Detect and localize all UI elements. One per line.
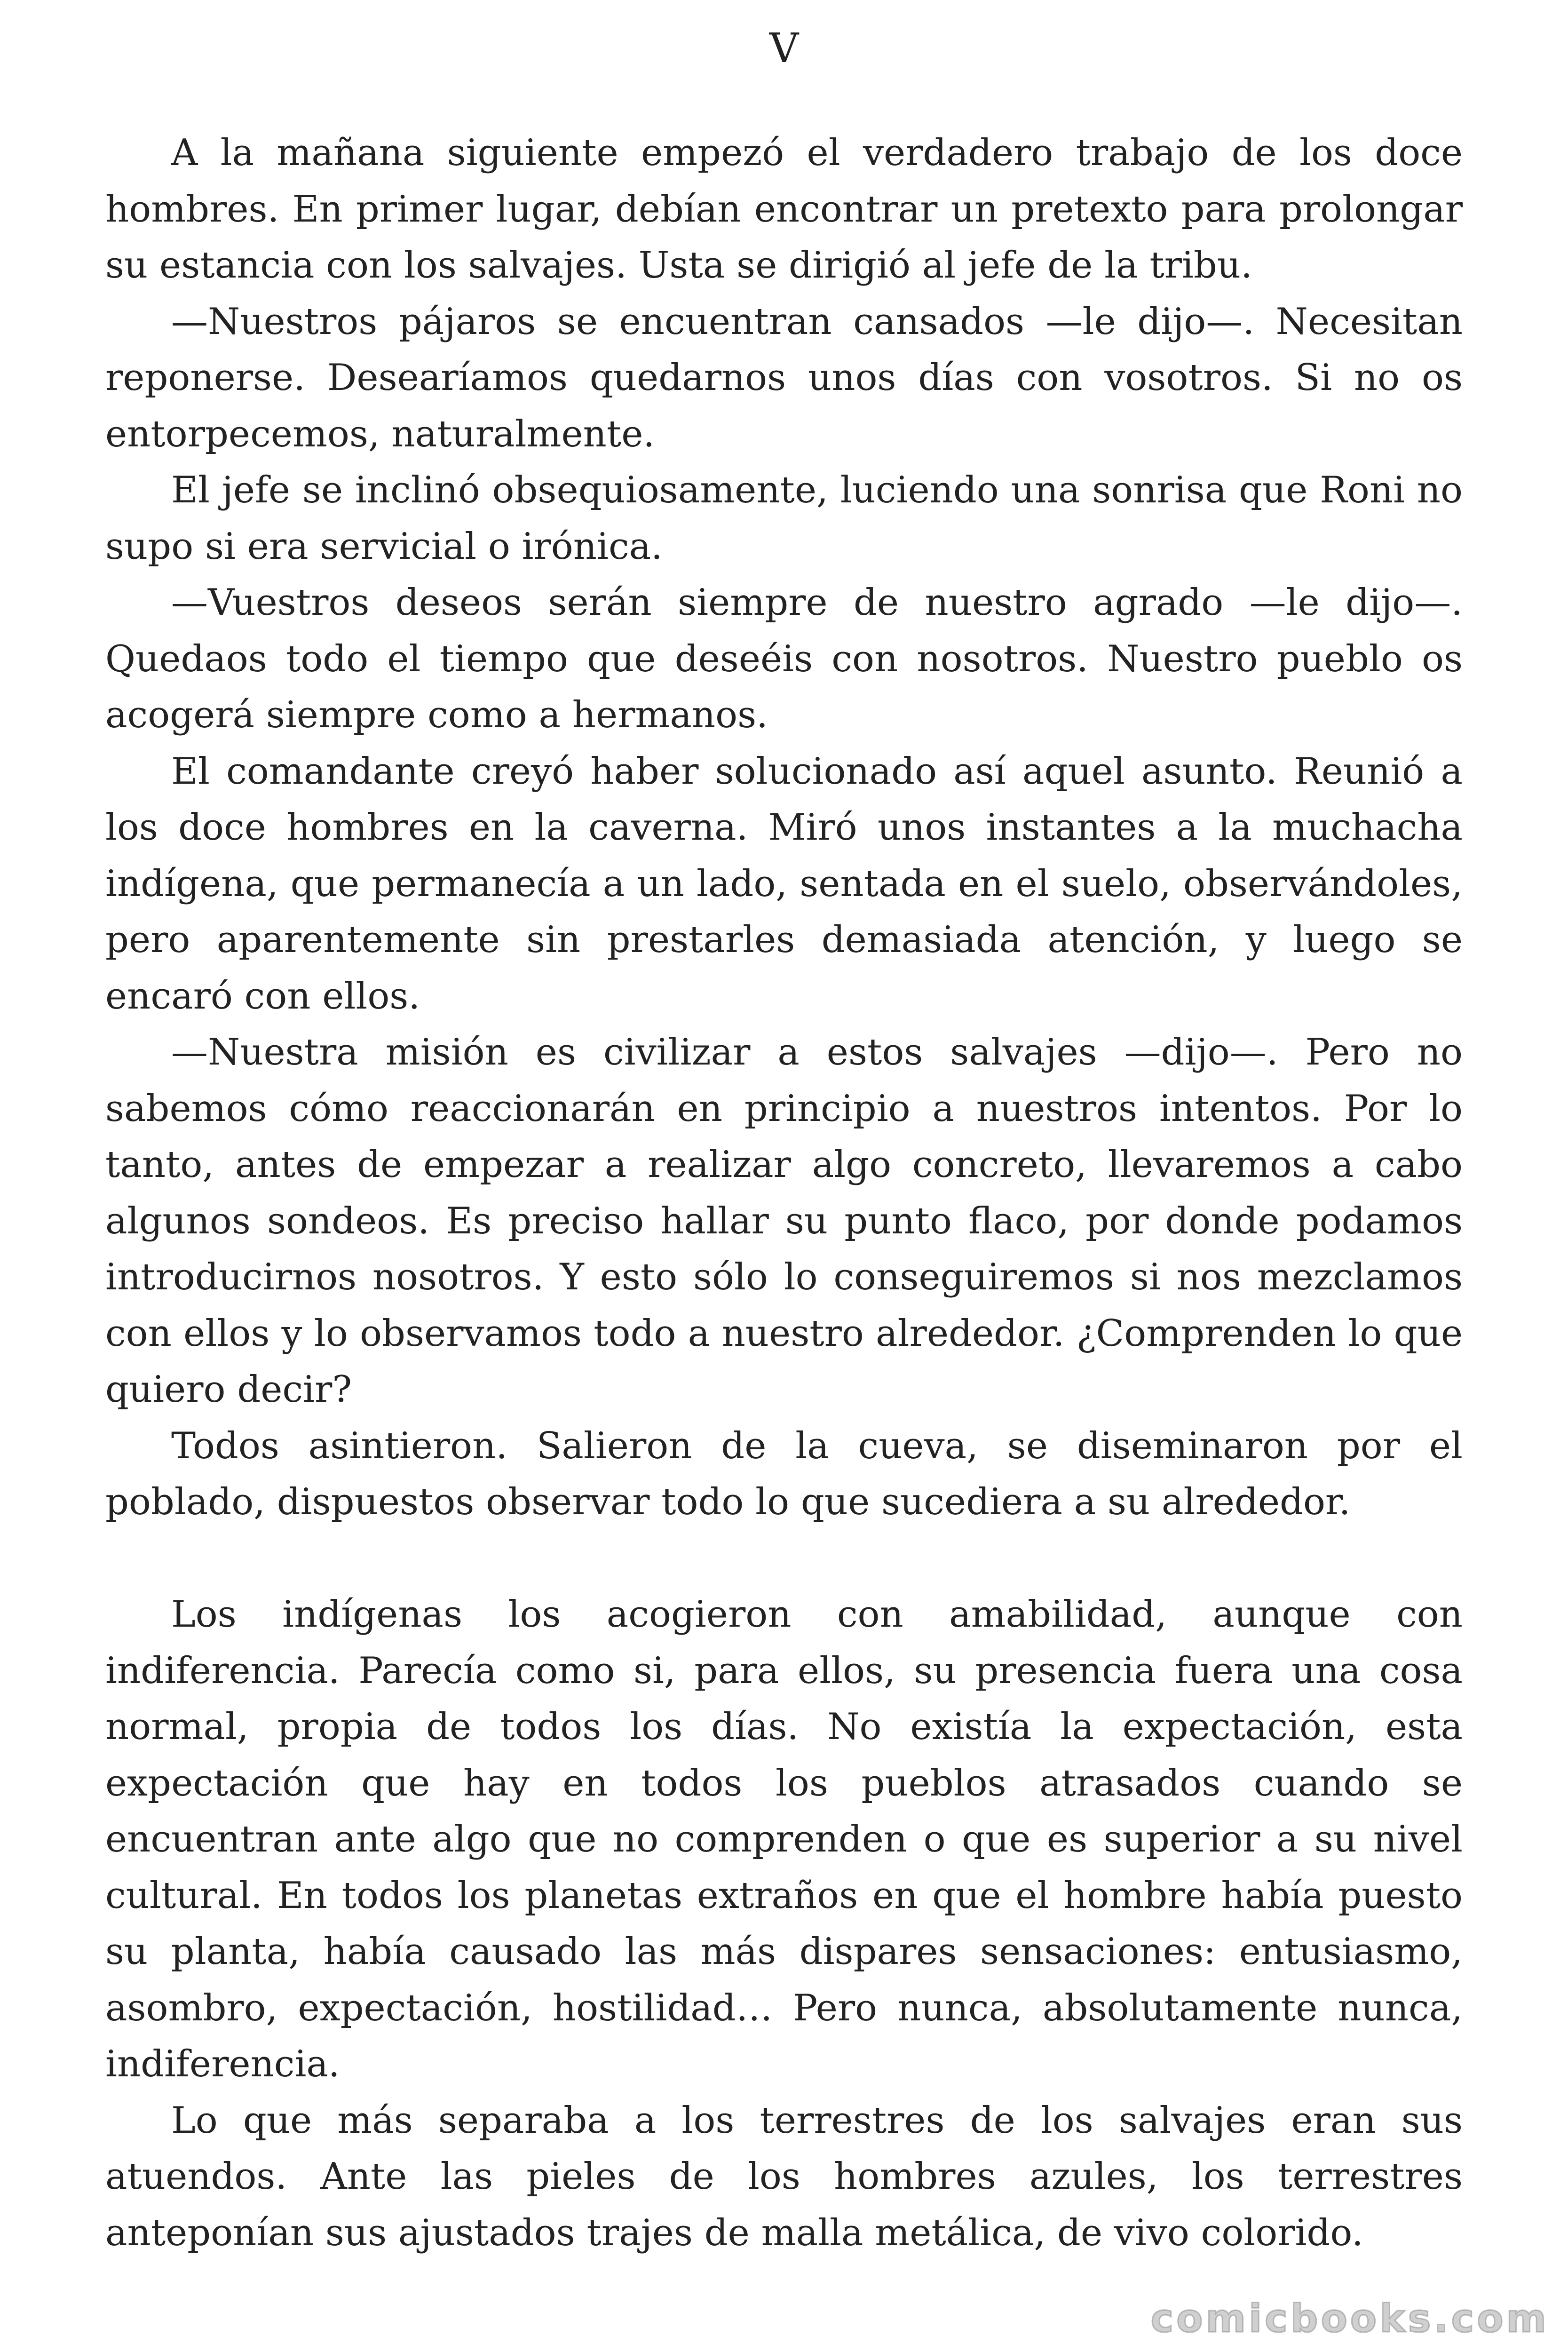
site-watermark: comicbooks.com <box>1150 2296 1549 2341</box>
paragraph: —Nuestros pájaros se encuentran cansados —le dijo—. Necesitan reponerse. Desearíamos quedarnos unos días con vosotros. Si no os entorpecemos, naturalmente. <box>105 300 1463 455</box>
paragraph: —Vuestros deseos serán siempre de nuestro agrado —le dijo—. Quedaos todo el tiempo que deseéis con nosotros. Nuestro pueblo os acogerá siempre como a hermanos. <box>105 581 1463 736</box>
chapter-body <box>105 125 1463 2261</box>
section-break <box>105 1531 1463 1587</box>
paragraph: El jefe se inclinó obsequiosamente, luciendo una sonrisa que Roni no supo si era servicial o irónica. <box>105 469 1463 568</box>
paragraph: El comandante creyó haber solucionado así aquel asunto. Reunió a los doce hombres en la caverna. Miró unos instantes a la muchacha indígena, que permanecía a un lado, sentada en el suelo, observándoles, pero aparentemente sin prestarles demasiada atención, y luego se encaró con ellos. <box>105 750 1463 1017</box>
chapter-title: V <box>769 25 799 72</box>
paragraph: A la mañana siguiente empezó el verdadero trabajo de los doce hombres. En primer lugar, debían encontrar un pretexto para prolongar su estancia con los salvajes. Usta se dirigió al jefe de la tribu. <box>105 132 1463 286</box>
paragraph: —Nuestra misión es civilizar a estos salvajes —dijo—. Pero no sabemos cómo reaccionarán en principio a nuestros intentos. Por lo tanto, antes de empezar a realizar algo concreto, llevaremos a cabo algunos sondeos. Es preciso hallar su punto flaco, por donde podamos introducirnos nosotros. Y esto sólo lo conseguiremos si nos mezclamos con ellos y lo observamos todo a nuestro alrededor. ¿Comprenden lo que quiero decir? <box>105 1031 1463 1411</box>
paragraph: Todos asintieron. Salieron de la cueva, se diseminaron por el poblado, dispuestos observar todo lo que sucediera a su alrededor. <box>105 1424 1463 1523</box>
paragraph: Los indígenas los acogieron con amabilidad, aunque con indiferencia. Parecía como si, para ellos, su presencia fuera una cosa normal, propia de todos los días. No existía la expectación, esta expectación que hay en todos los pueblos atrasados cuando se encuentran ante algo que no comprenden o que es superior a su nivel cultural. En todos los planetas extraños en que el hombre había puesto su planta, había causado las más dispares sensaciones: entusiasmo, asombro, expectación, hostilidad… Pero nunca, absolutamente nunca, indiferencia. <box>105 1593 1463 2085</box>
paragraph: Lo que más separaba a los terrestres de los salvajes eran sus atuendos. Ante las pieles de los hombres azules, los terrestres anteponían sus ajustados trajes de malla metálica, de vivo colorido. <box>105 2099 1463 2254</box>
